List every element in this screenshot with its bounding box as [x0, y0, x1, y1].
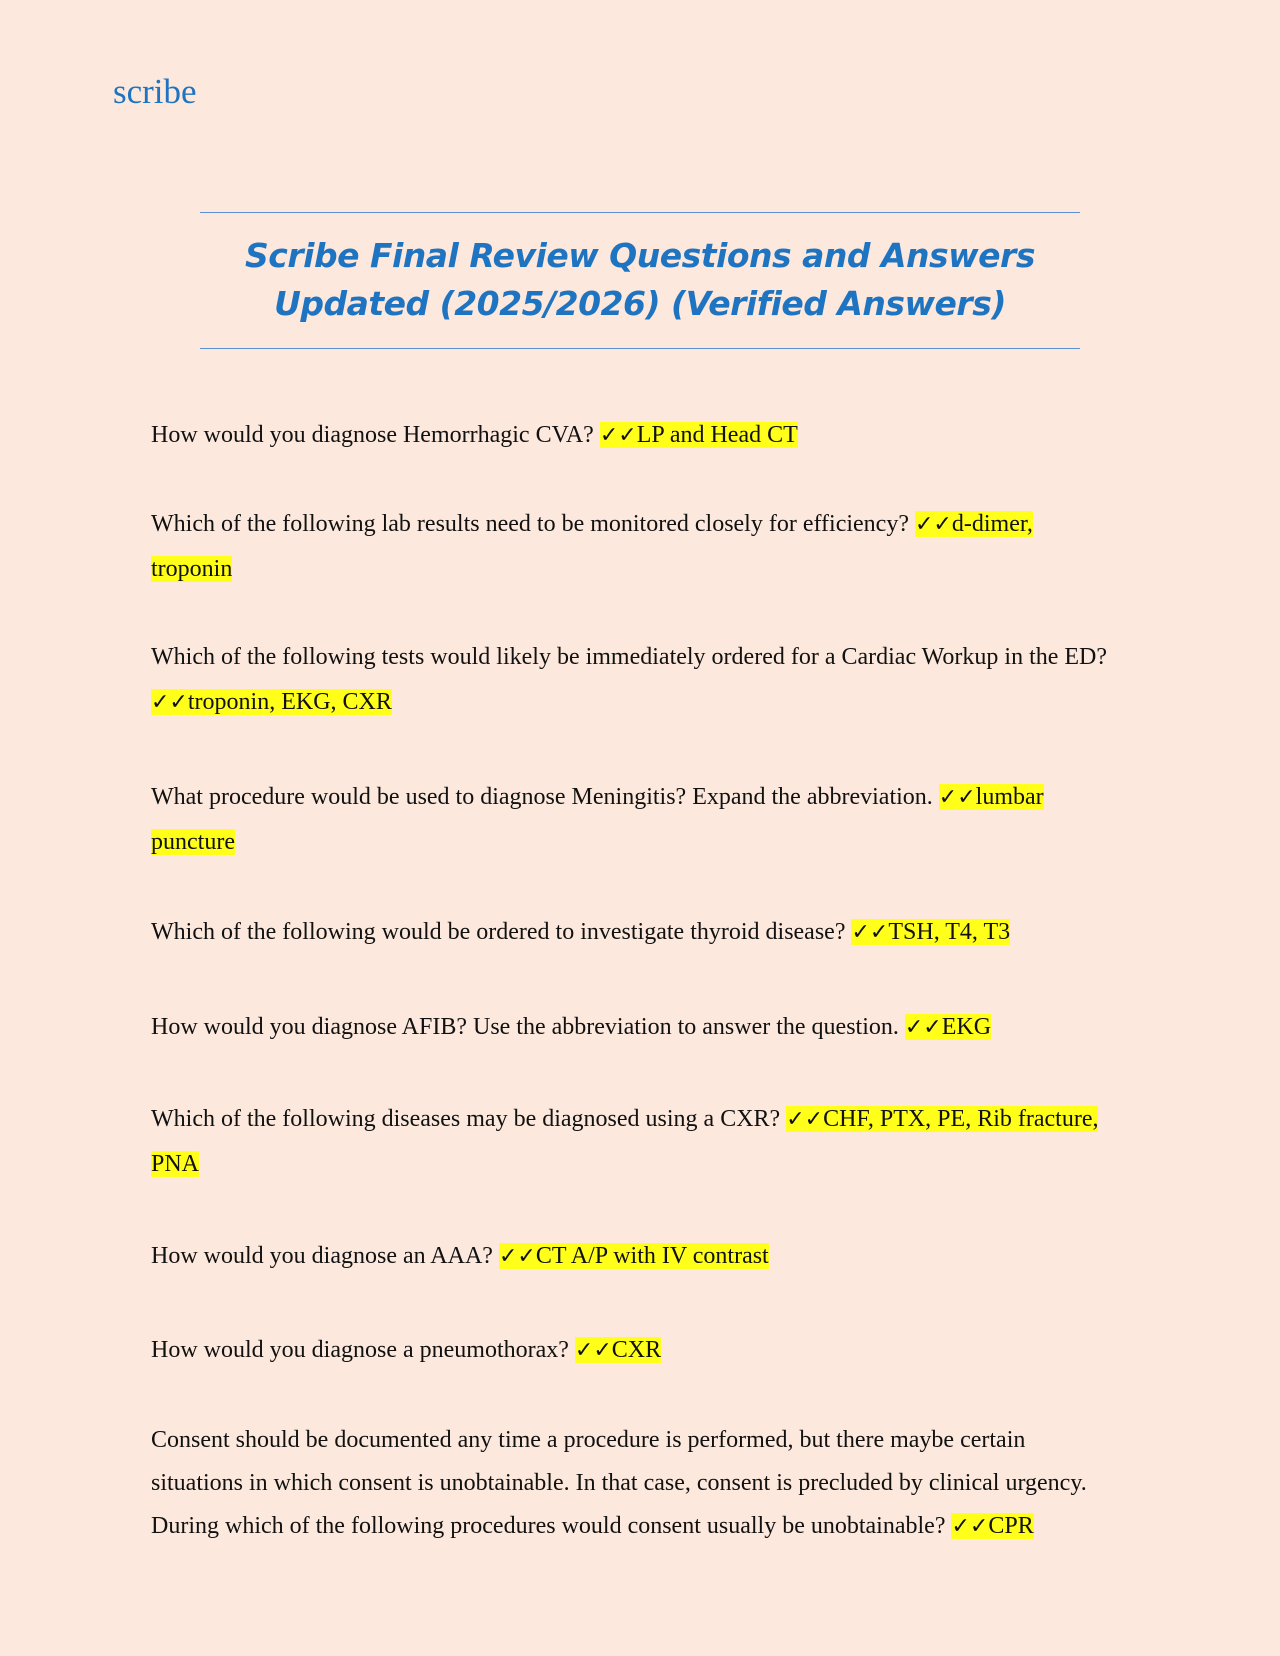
qa-item-10: [151, 1419, 1111, 1548]
qa-item-6: [151, 1005, 1111, 1050]
answer-text: CT A/P with IV contrast: [535, 1243, 769, 1269]
question-text: How would you diagnose AFIB? Use the abbreviation to answer the question.: [151, 1014, 899, 1040]
answer-highlight: [600, 422, 798, 448]
answer-text: CPR: [988, 1513, 1034, 1539]
answer-highlight: [905, 1014, 991, 1040]
answer-highlight: [851, 919, 1010, 945]
question-text: How would you diagnose a pneumothorax?: [151, 1337, 569, 1363]
answer-text: lumbar puncture: [151, 784, 1044, 855]
question-text: Which of the following lab results need to be monitored closely for efficiency?: [151, 511, 909, 537]
qa-item-8: [151, 1234, 1111, 1279]
qa-item-2: [151, 502, 1111, 592]
answer-highlight: [575, 1337, 661, 1363]
check-icon: ✓✓: [904, 1015, 942, 1040]
check-icon: ✓✓: [938, 785, 976, 810]
answer-highlight: [151, 689, 392, 715]
answer-text: TSH, T4, T3: [888, 919, 1011, 945]
question-text: Consent should be documented any time a procedure is performed, but there maybe certain situations in which consent is unobtainable. In that case, consent is precluded by clinical urgency. During which of the following procedures would consent usually be unobtainable?: [151, 1427, 1087, 1539]
title-bottom-rule: [200, 348, 1080, 349]
answer-highlight: [499, 1243, 769, 1269]
answer-text: d-dimer, troponin: [151, 511, 1033, 582]
qa-item-5: [151, 910, 1111, 955]
answer-highlight: [951, 1513, 1033, 1539]
title-top-rule: [200, 212, 1080, 213]
answer-text: LP and Head CT: [636, 422, 798, 448]
question-text: Which of the following diseases may be diagnosed using a CXR?: [151, 1106, 781, 1132]
answer-text: CHF, PTX, PE, Rib fracture, PNA: [151, 1106, 1099, 1177]
answer-text: troponin, EKG, CXR: [187, 689, 392, 715]
check-icon: ✓✓: [951, 1514, 989, 1539]
check-icon: ✓✓: [914, 512, 952, 537]
header-brand: scribe: [113, 72, 197, 111]
check-icon: ✓✓: [786, 1107, 824, 1132]
question-text: Which of the following would be ordered to investigate thyroid disease?: [151, 919, 846, 945]
answer-text: CXR: [611, 1337, 662, 1363]
question-text: Which of the following tests would likely be immediately ordered for a Cardiac Workup in the ED?: [151, 644, 1108, 670]
title-line-1: Scribe Final Review Questions and Answers: [245, 236, 1035, 275]
title-line-2: Updated (2025/2026) (Verified Answers): [274, 284, 1006, 323]
question-text: What procedure would be used to diagnose Meningitis? Expand the abbreviation.: [151, 784, 933, 810]
check-icon: ✓✓: [151, 690, 188, 715]
question-text: How would you diagnose Hemorrhagic CVA?: [151, 422, 594, 448]
check-icon: ✓✓: [599, 423, 637, 448]
check-icon: ✓✓: [498, 1244, 536, 1269]
qa-item-1: [151, 413, 1111, 458]
document-title: [150, 232, 1130, 328]
check-icon: ✓✓: [574, 1338, 612, 1363]
qa-item-9: [151, 1328, 1111, 1373]
qa-item-7: [151, 1097, 1111, 1187]
qa-item-4: [151, 775, 1111, 865]
qa-item-3: [151, 635, 1111, 725]
answer-text: EKG: [941, 1014, 992, 1040]
question-text: How would you diagnose an AAA?: [151, 1243, 493, 1269]
check-icon: ✓✓: [851, 920, 889, 945]
